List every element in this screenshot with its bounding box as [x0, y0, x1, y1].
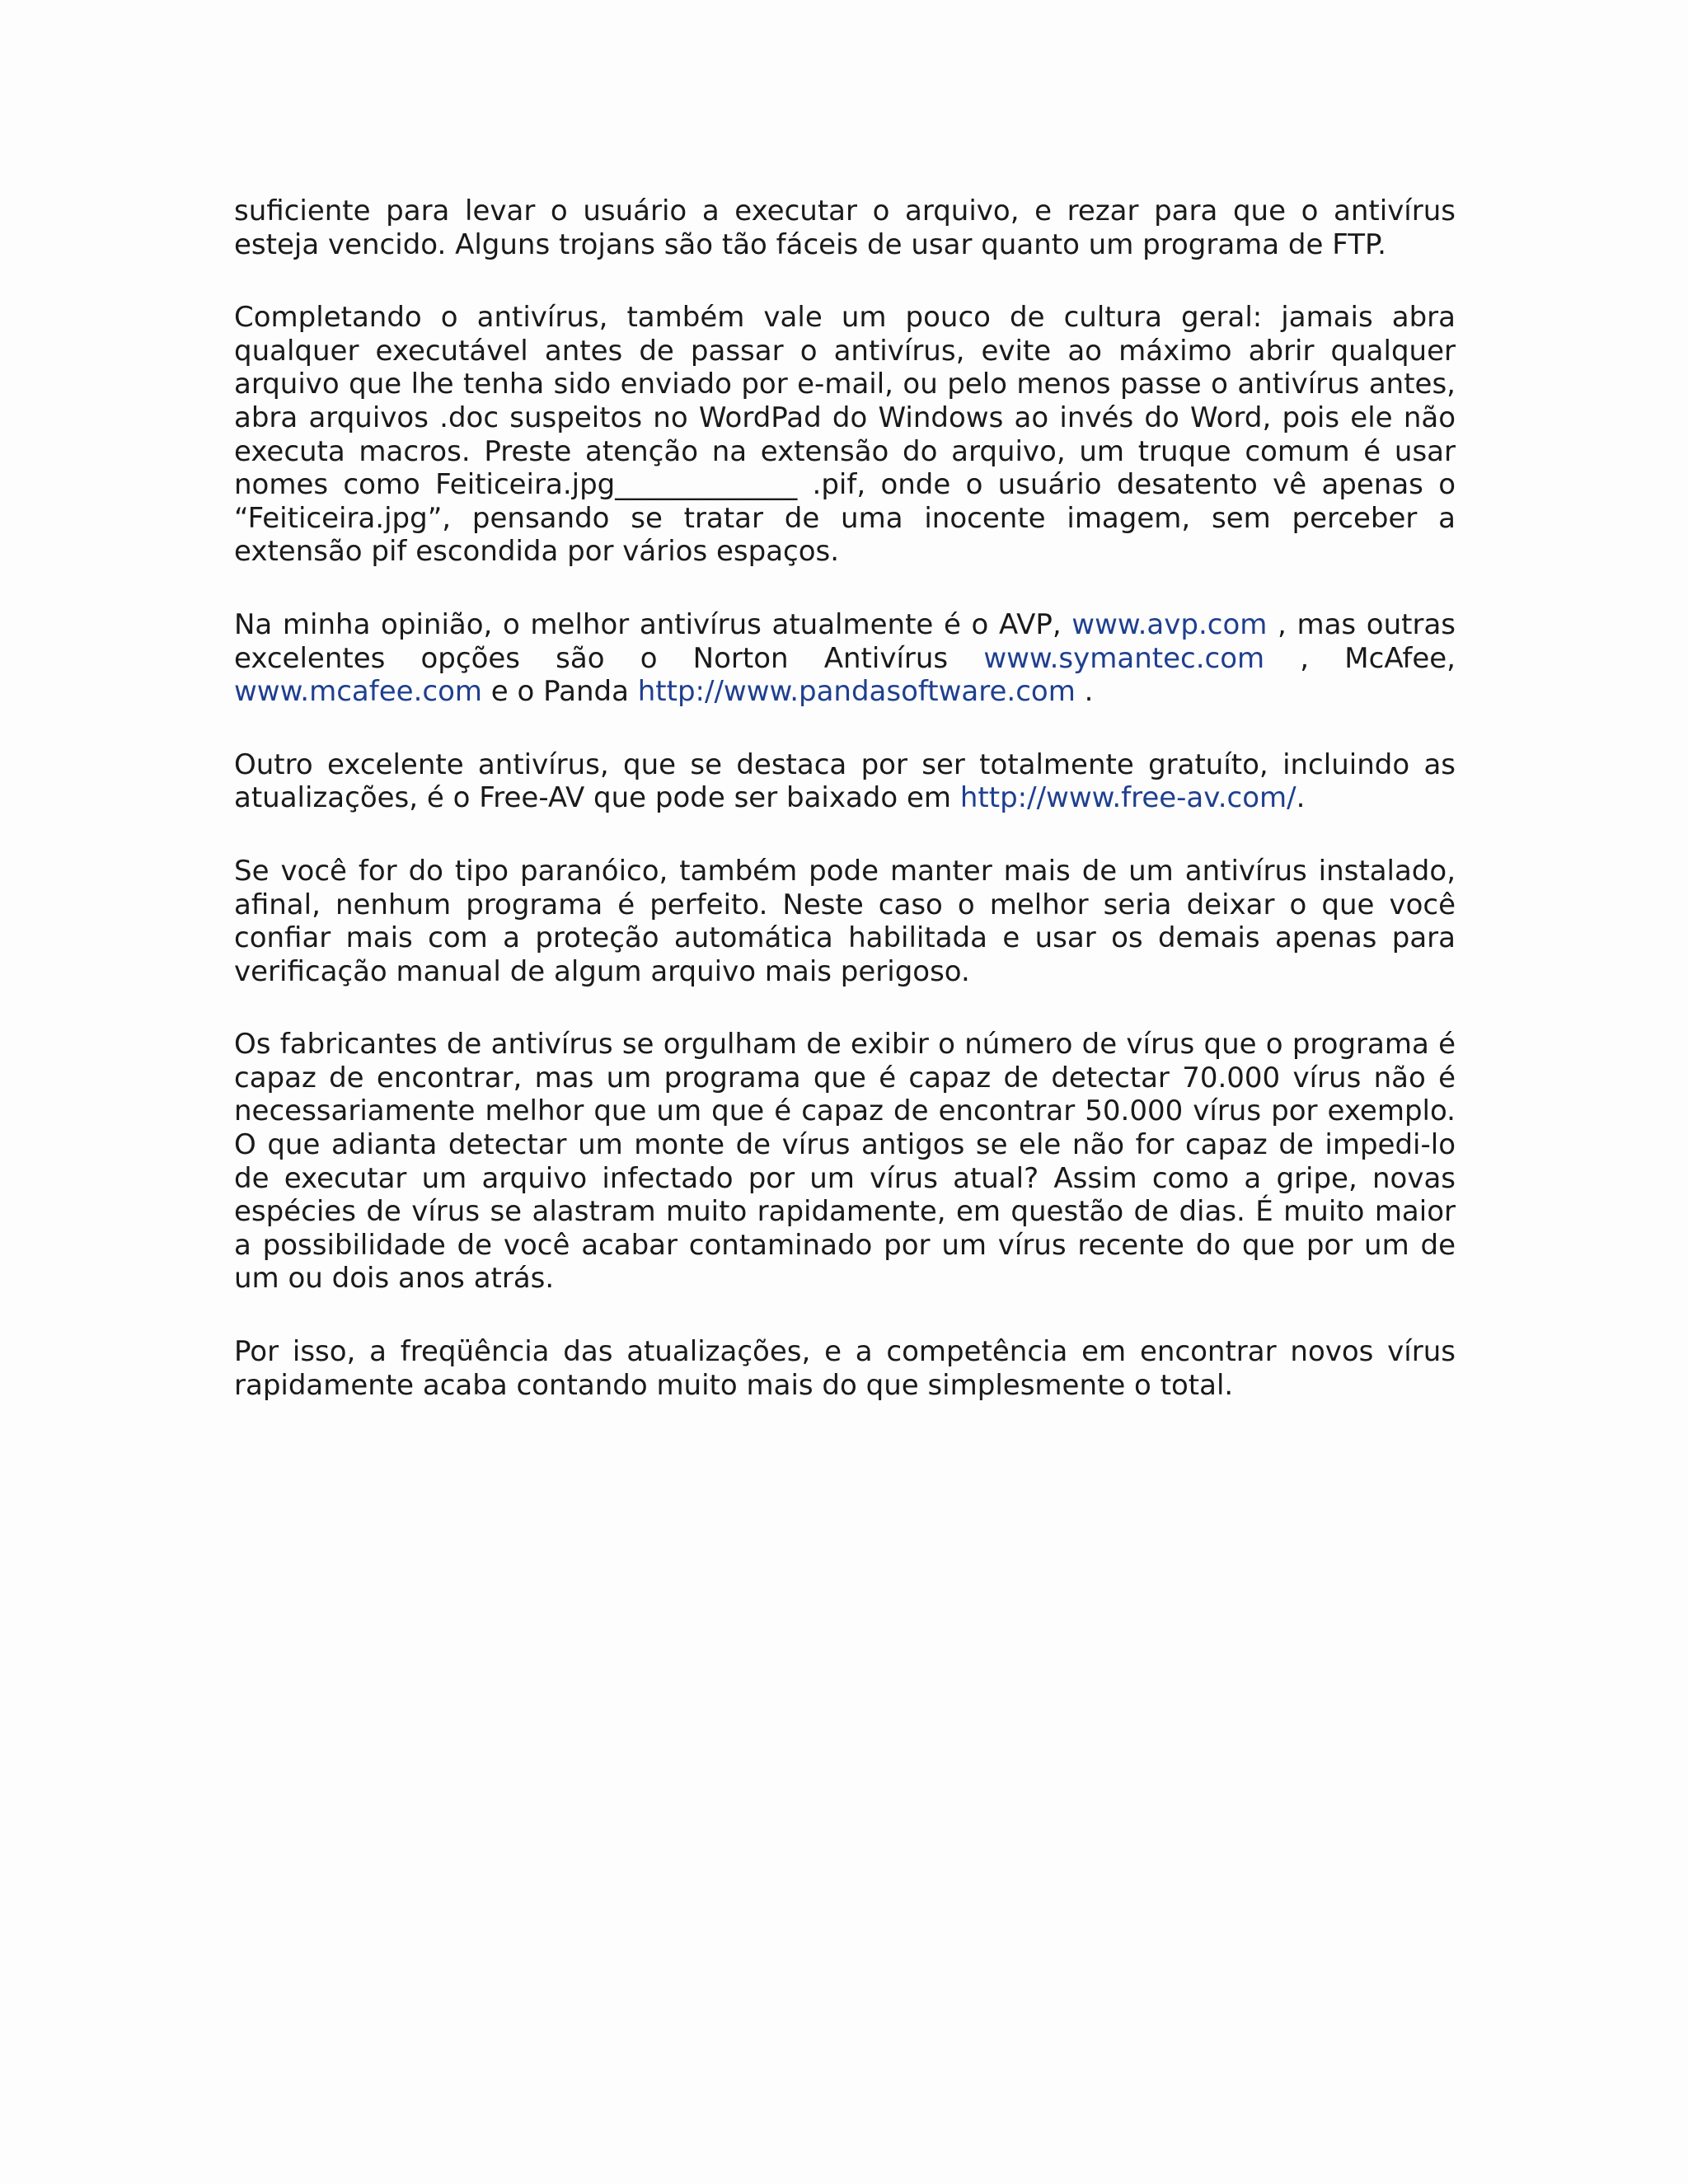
paragraph-antivirus-recommendations	[234, 608, 1456, 709]
text-segment: .	[1075, 675, 1094, 709]
paragraph-virus-counts: Os fabricantes de antivírus se orgulham de exibir o número de vírus que o programa é capaz de encontrar, mas um programa que é capaz de detectar 70.000 vírus não é necessariamente melhor que um que é capaz de encontrar 50.000 vírus por exemplo. O que adianta detectar um monte de vírus antigos se ele não for capaz de impedi-lo de executar um arquivo infectado por um vírus atual? Assim como a gripe, novas espécies de vírus se alastram muito rapidamente, em questão de dias. É muito maior a possibilidade de você acabar contaminado por um vírus recente do que por um de um ou dois anos atrás.	[234, 1028, 1456, 1296]
paragraph-free-av	[234, 748, 1456, 815]
text-segment: , mas outras excelentes opções são o Norton Antivírus	[234, 607, 1456, 675]
link-avp[interactable]: www.avp.com	[1071, 607, 1268, 641]
link-free-av[interactable]: http://www.free-av.com/	[959, 781, 1296, 815]
link-mcafee[interactable]: www.mcafee.com	[234, 675, 482, 709]
text-segment: e o Panda	[482, 675, 638, 709]
text-segment: Na minha opinião, o melhor antivírus atualmente é o AVP,	[234, 607, 1072, 641]
paragraph-multiple-antivirus: Se você for do tipo paranóico, também pode manter mais de um antivírus instalado, afinal, nenhum programa é perfeito. Neste caso o melhor seria deixar o que você confiar mais com a proteção automática habilitada e usar os demais apenas para verificação manual de algum arquivo mais perigoso.	[234, 854, 1456, 988]
document-page	[234, 194, 1456, 1441]
link-symantec[interactable]: www.symantec.com	[983, 641, 1265, 675]
text-segment: Outro excelente antivírus, que se destaca por ser totalmente gratuíto, incluindo as atualizações, é o Free-AV que pode ser baixado em	[234, 748, 1456, 815]
text-segment: .	[1296, 781, 1306, 815]
paragraph-update-frequency: Por isso, a freqüência das atualizações, e a competência em encontrar novos vírus rapidamente acaba contando muito mais do que simplesmente o total.	[234, 1335, 1456, 1402]
paragraph-trojans-intro: suficiente para levar o usuário a executar o arquivo, e rezar para que o antivírus esteja vencido. Alguns trojans são tão fáceis de usar quanto um programa de FTP.	[234, 194, 1456, 261]
link-pandasoftware[interactable]: http://www.pandasoftware.com	[637, 675, 1076, 709]
paragraph-general-advice: Completando o antivírus, também vale um pouco de cultura geral: jamais abra qualquer executável antes de passar o antivírus, evite ao máximo abrir qualquer arquivo que lhe tenha sido enviado por e-mail, ou pelo menos passe o antivírus antes, abra arquivos .doc suspeitos no WordPad do Windows ao invés do Word, pois ele não executa macros. Preste atenção na extensão do arquivo, um truque comum é usar nomes como Feiticeira.jpg_____________ .pif, onde o usuário desatento vê apenas o “Feiticeira.jpg”, pensando se tratar de uma inocente imagem, sem perceber a extensão pif escondida por vários espaços.	[234, 301, 1456, 569]
text-segment: , McAfee,	[1264, 641, 1456, 675]
